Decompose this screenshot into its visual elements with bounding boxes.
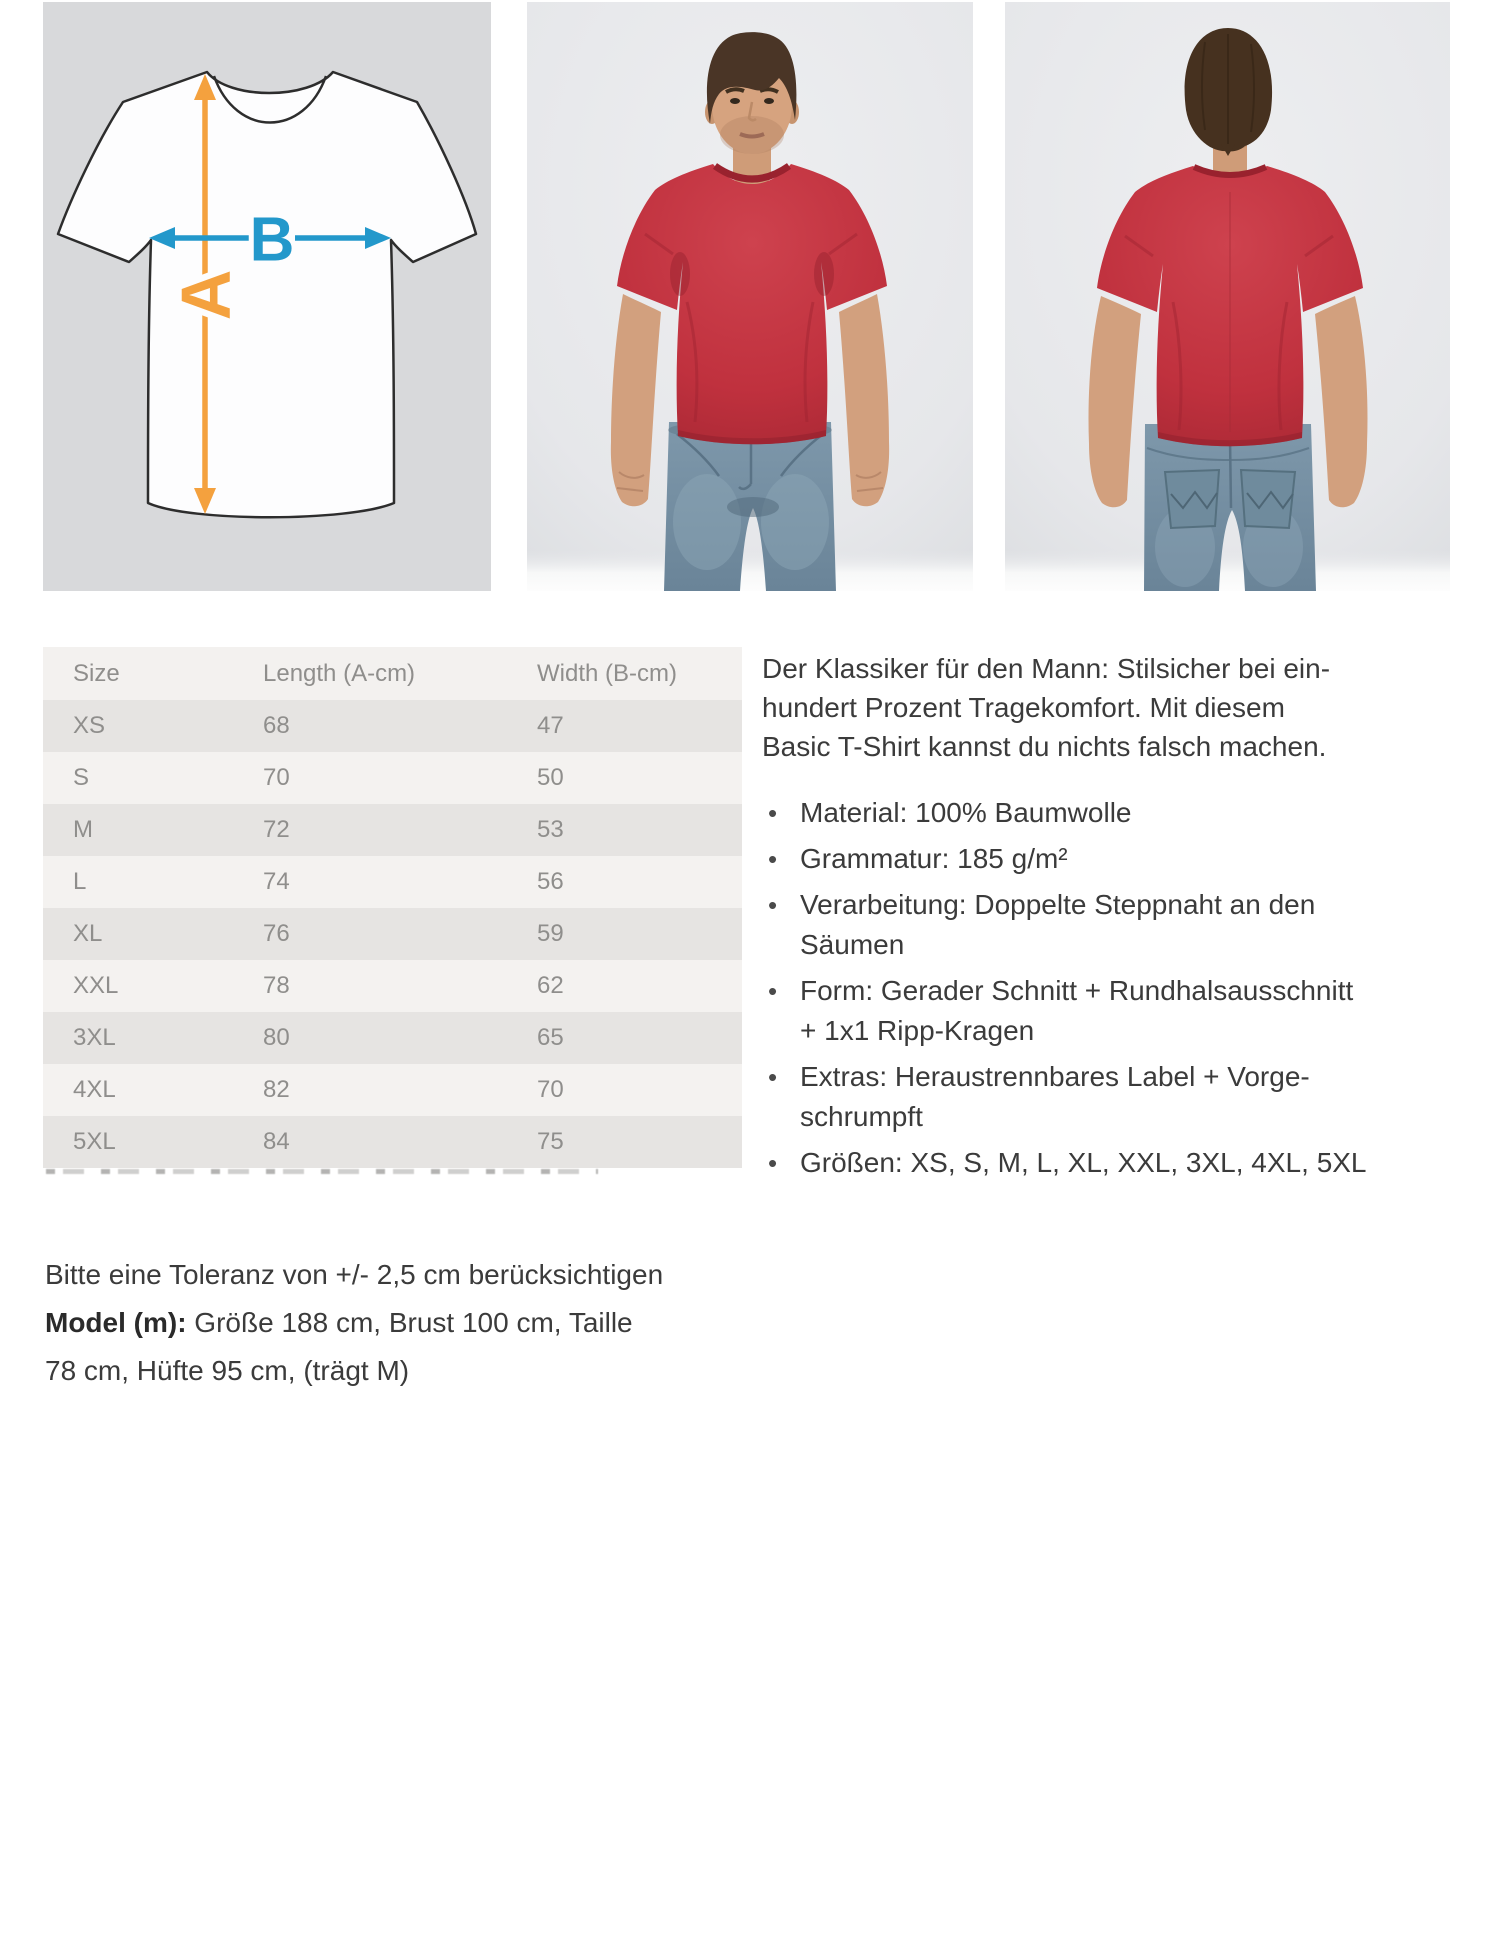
width-cell: 59 bbox=[507, 908, 742, 960]
model-back-photo bbox=[1005, 2, 1450, 591]
spec-line: • Grammatur: 185 g/m² bbox=[800, 843, 1068, 874]
size-table-header-0: Size bbox=[43, 647, 233, 700]
size-table-row bbox=[43, 1116, 742, 1168]
length-cell: 80 bbox=[233, 1012, 507, 1064]
size-diagram-svg bbox=[43, 2, 491, 591]
spec-item bbox=[762, 885, 1464, 965]
width-cell: 62 bbox=[507, 960, 742, 1012]
floor-strip bbox=[527, 550, 973, 591]
intro-line: Der Klassiker für den Mann: Stilsicher bei ein- bbox=[762, 653, 1331, 684]
intro-line: hundert Prozent Tragekomfort. Mit diesem bbox=[762, 692, 1285, 723]
spec-line: schrumpft bbox=[800, 1101, 923, 1132]
length-cell: 82 bbox=[233, 1064, 507, 1116]
width-cell: 56 bbox=[507, 856, 742, 908]
size-table bbox=[43, 647, 742, 1168]
intro-paragraph bbox=[762, 649, 1464, 766]
size-table-row bbox=[43, 1064, 742, 1116]
size-cell: XXL bbox=[43, 960, 233, 1012]
size-table-row bbox=[43, 908, 742, 960]
length-cell: 78 bbox=[233, 960, 507, 1012]
length-cell: 84 bbox=[233, 1116, 507, 1168]
spec-line: • Größen: XS, S, M, L, XL, XXL, 3XL, 4XL, 5XL bbox=[800, 1147, 1367, 1178]
size-table-header-2: Width (B-cm) bbox=[507, 647, 742, 700]
size-cell: XL bbox=[43, 908, 233, 960]
width-cell: 53 bbox=[507, 804, 742, 856]
length-cell: 74 bbox=[233, 856, 507, 908]
width-cell: 65 bbox=[507, 1012, 742, 1064]
size-table-row bbox=[43, 960, 742, 1012]
width-cell: 75 bbox=[507, 1116, 742, 1168]
spec-line: • Extras: Heraustrennbares Label + Vorge- bbox=[800, 1061, 1310, 1092]
model-front-svg bbox=[527, 2, 973, 591]
model-info-label: Model (m): bbox=[45, 1307, 187, 1338]
size-cell: M bbox=[43, 804, 233, 856]
center-seam bbox=[1230, 438, 1231, 508]
product-description bbox=[762, 649, 1464, 1189]
size-cell: XS bbox=[43, 700, 233, 752]
spec-line: • Material: 100% Baumwolle bbox=[800, 797, 1132, 828]
spec-line: • Form: Gerader Schnitt + Rundhalsausschnitt bbox=[800, 975, 1354, 1006]
spec-item bbox=[762, 793, 1464, 833]
size-diagram-image bbox=[43, 2, 491, 591]
label-b: B bbox=[249, 205, 295, 275]
spec-list bbox=[762, 793, 1464, 1183]
size-table-header-1: Length (A-cm) bbox=[233, 647, 507, 700]
size-table-row bbox=[43, 804, 742, 856]
size-table-row bbox=[43, 752, 742, 804]
width-cell: 50 bbox=[507, 752, 742, 804]
size-cell: L bbox=[43, 856, 233, 908]
model-info-text: Größe 188 cm, Brust 100 cm, Taille bbox=[186, 1307, 633, 1338]
tolerance-note: Bitte eine Toleranz von +/- 2,5 cm berücksichtigen bbox=[45, 1259, 664, 1290]
length-cell: 70 bbox=[233, 752, 507, 804]
length-cell: 68 bbox=[233, 700, 507, 752]
floor-strip bbox=[1005, 550, 1450, 591]
model-back-svg bbox=[1005, 2, 1450, 591]
model-info-line-1 bbox=[45, 1299, 663, 1347]
model-front-photo bbox=[527, 2, 973, 591]
spec-item bbox=[762, 1057, 1464, 1137]
length-cell: 76 bbox=[233, 908, 507, 960]
size-cell: S bbox=[43, 752, 233, 804]
size-table-row bbox=[43, 1012, 742, 1064]
spec-item bbox=[762, 839, 1464, 879]
size-cell: 4XL bbox=[43, 1064, 233, 1116]
table-footnote-smudge bbox=[46, 1169, 598, 1174]
model-info-line-2: 78 cm, Hüfte 95 cm, (trägt M) bbox=[45, 1355, 410, 1386]
size-cell: 3XL bbox=[43, 1012, 233, 1064]
label-a: A bbox=[167, 269, 245, 321]
size-table-row bbox=[43, 700, 742, 752]
size-table-row bbox=[43, 856, 742, 908]
width-cell: 70 bbox=[507, 1064, 742, 1116]
spec-line: Säumen bbox=[800, 929, 905, 960]
size-cell: 5XL bbox=[43, 1116, 233, 1168]
spec-line: • Verarbeitung: Doppelte Steppnaht an den bbox=[800, 889, 1316, 920]
length-cell: 72 bbox=[233, 804, 507, 856]
spec-line: + 1x1 Ripp-Kragen bbox=[800, 1015, 1035, 1046]
spec-item bbox=[762, 1143, 1464, 1183]
spec-item bbox=[762, 971, 1464, 1051]
size-table-header-row bbox=[43, 647, 742, 700]
width-cell: 47 bbox=[507, 700, 742, 752]
notes-block bbox=[45, 1251, 663, 1395]
intro-line: Basic T-Shirt kannst du nichts falsch machen. bbox=[762, 731, 1327, 762]
